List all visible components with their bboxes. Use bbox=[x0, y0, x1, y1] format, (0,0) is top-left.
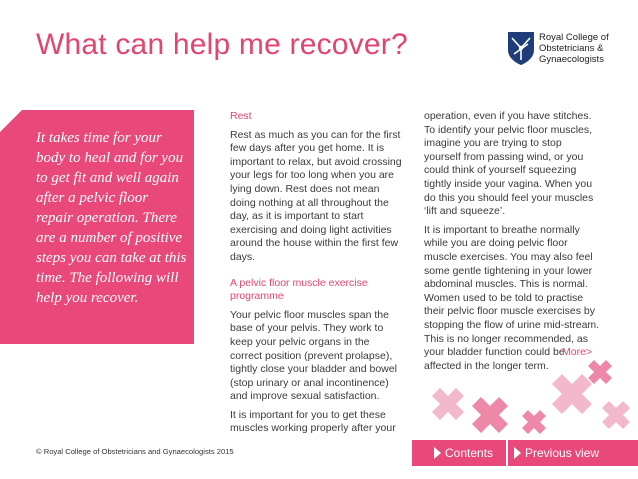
nav-divider bbox=[506, 440, 508, 466]
copyright-notice: © Royal College of Obstetricians and Gynaecologists 2015 bbox=[36, 447, 234, 456]
logo-text bbox=[539, 32, 609, 65]
page-title: What can help me recover? bbox=[36, 28, 408, 61]
rcog-crest-icon bbox=[506, 30, 536, 66]
section-heading-exercise: A pelvic floor muscle exercise programme bbox=[230, 276, 368, 303]
previous-view-label: Previous view bbox=[525, 446, 600, 460]
logo-line: Royal College of bbox=[539, 32, 609, 43]
logo-line: Gynaecologists bbox=[539, 54, 604, 65]
paragraph: Rest as much as you can for the first few days after you get home. It is important to relax, but avoid crossing your legs for too long when you are lying down. Rest does not mean doing nothing at all throughout the day, as it is important to start exercising and doing light activities around the house within the first few days. bbox=[230, 128, 402, 263]
paragraph: operation, even if you have stitches. To identify your pelvic floor muscles, imagine you are trying to stop yourself from passing wind, or you could think of yourself squeezing tightly inside your vagina. When you do this you should feel your muscles ‘lift and squeeze’. bbox=[424, 110, 594, 218]
triangle-right-icon bbox=[514, 447, 521, 459]
previous-view-button[interactable] bbox=[514, 446, 599, 460]
section-heading-rest: Rest bbox=[230, 110, 252, 122]
rcog-logo bbox=[506, 30, 631, 70]
paragraph: Your pelvic floor muscles span the base of your pelvis. They work to keep your pelvic organs in the correct position (prevent prolapse), tightly close your bladder and bowel (stop urinary or anal incontinence) and improve sexual satisfaction. bbox=[230, 308, 397, 403]
intro-text: It takes time for your body to heal and for you to get fit and well again after a pelvic floor repair operation. There are a number of positive steps you can take at this time. The following will help you recover. bbox=[36, 130, 187, 306]
column-1 bbox=[230, 110, 402, 441]
contents-label: Contents bbox=[445, 446, 494, 460]
paragraph: It is important to breathe normally while you are doing pelvic floor muscle exercises. You may also feel some gentle tightening in your lower abdominal muscles. This is normal. Women used to be told to practise their pelvic floor muscle exercises by stopping the flow of urine mid-stream. This is no longer recommended, as your bladder function could be affected in the longer term. bbox=[424, 223, 600, 372]
logo-line: Obstetricians & bbox=[539, 43, 604, 54]
panel-corner-cut bbox=[0, 110, 22, 132]
contents-button[interactable] bbox=[434, 446, 493, 460]
triangle-right-icon bbox=[434, 447, 441, 459]
paragraph: It is important for you to get these muscles working properly after your bbox=[230, 408, 396, 435]
decorative-crosses bbox=[412, 356, 638, 446]
more-link[interactable]: More> bbox=[562, 346, 593, 358]
column-2 bbox=[424, 110, 600, 378]
